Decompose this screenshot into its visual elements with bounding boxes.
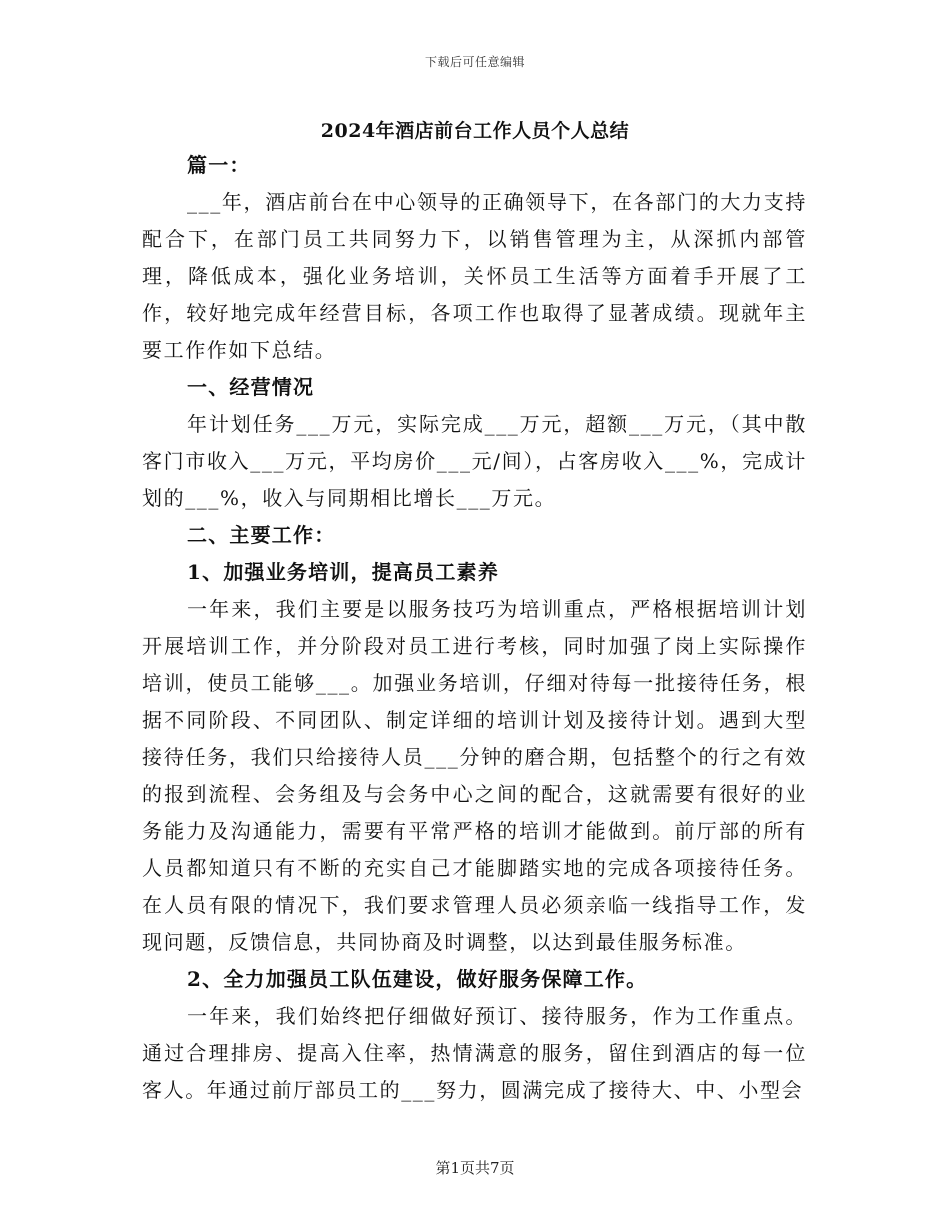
heading-operations: 一、经营情况 — [187, 375, 315, 399]
team-building-paragraph: 一年来，我们始终把仔细做好预订、接待服务，作为工作重点。通过合理排房、提高入住率，热情满意的服务，留住到酒店的每一位客人。年通过前厅部员工的___努力，圆满完成了接待大、中、小型会 — [142, 1004, 807, 1102]
header-note: 下载后可任意编辑 — [424, 55, 525, 69]
heading-training: 1、加强业务培训，提高员工素养 — [187, 560, 499, 584]
heading-main-work: 二、主要工作： — [187, 523, 336, 547]
document-title: 2024年酒店前台工作人员个人总结 — [320, 120, 630, 142]
document-body — [142, 147, 807, 1109]
section-label: 篇一： — [187, 153, 251, 177]
page-footer: 第1页共7页 — [435, 1159, 515, 1177]
training-paragraph: 一年来，我们主要是以服务技巧为培训重点，严格根据培训计划开展培训工作，并分阶段对员工进行考核，同时加强了岗上实际操作培训，使员工能够___。加强业务培训，仔细对待每一批接待任务，根据不同阶段、不同团队、制定详细的培训计划及接待计划。遇到大型接待任务，我们只给接待人员___分钟的磨合期，包括整个的行之有效的报到流程、会务组及与会务中心之间的配合，这就需要有很好的业务能力及沟通能力，需要有平常严格的培训才能做到。前厅部的所有人员都知道只有不断的充实自己才能脚踏实地的完成各项接待任务。在人员有限的情况下，我们要求管理人员必须亲临一线指导工作，发现问题，反馈信息，共同协商及时调整，以达到最佳服务标准。 — [142, 597, 807, 954]
intro-paragraph: ___年，酒店前台在中心领导的正确领导下，在各部门的大力支持配合下，在部门员工共同努力下，以销售管理为主，从深抓内部管理，降低成本，强化业务培训，关怀员工生活等方面着手开展了工作，较好地完成年经营目标，各项工作也取得了显著成绩。现就年主要工作作如下总结。 — [142, 190, 807, 362]
heading-team-building: 2、全力加强员工队伍建设，做好服务保障工作。 — [187, 967, 648, 991]
operations-paragraph: 年计划任务___万元，实际完成___万元，超额___万元，（其中散客门市收入___万元，平均房价___元/间），占客房收入___%，完成计划的___%，收入与同期相比增长___万元。 — [142, 412, 807, 510]
